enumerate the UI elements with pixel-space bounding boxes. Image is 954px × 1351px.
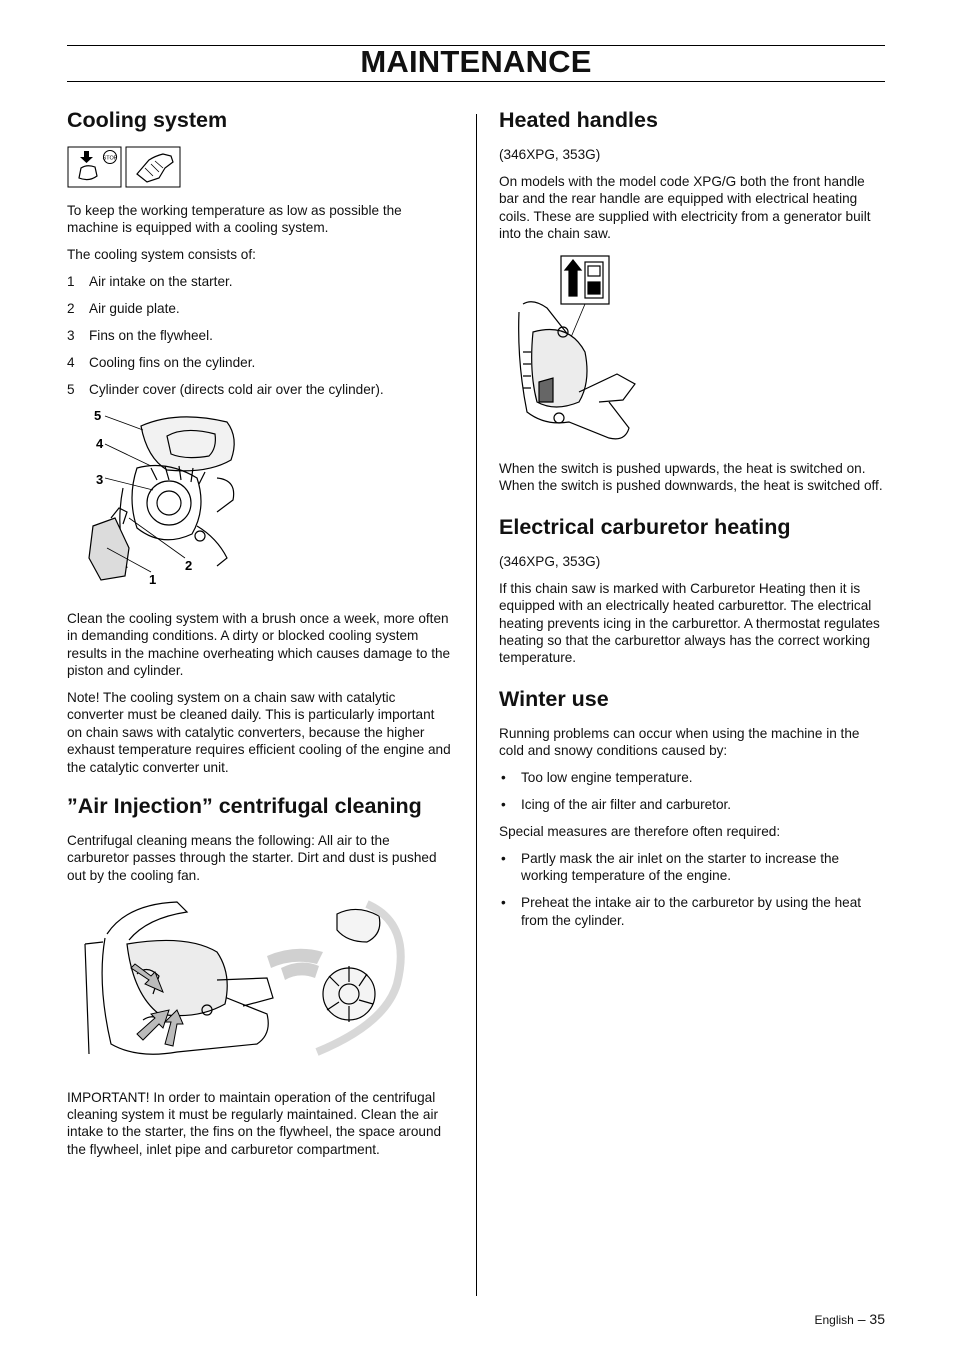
list-item: • Preheat the intake air to the carburetor by using the heat from the cylinder.: [501, 895, 862, 928]
air-injection-important: IMPORTANT! In order to maintain operation of the centrifugal cleaning system it must be regularly maintained. Clean the air intake to the starter, the fins on the flywheel, the space around the flywheel, inlet pipe and carburetor compartment.: [67, 1089, 442, 1157]
winter-use-heading: Winter use: [499, 686, 609, 711]
heated-handles-heading: Heated handles: [499, 108, 658, 132]
list-item: • Icing of the air filter and carburetor.: [501, 797, 732, 812]
page-number: – 35: [857, 1311, 885, 1327]
air-injection-diagram: [67, 894, 453, 1079]
carb-heating-models: (346XPG, 353G): [499, 553, 601, 569]
air-injection-text: Centrifugal cleaning means the following: All air to the carburetor passes through the starter. Dirt and dust is pushed out by the cooling fan.: [67, 832, 437, 883]
cooling-clean: Clean the cooling system with a brush once a week, more often in demanding conditions. A dirty or blocked cooling system results in the machine overheating which causes damage to the piston and cylinder.: [67, 610, 451, 678]
cooling-intro: To keep the working temperature as low as possible the machine is equipped with a cooling system.: [67, 203, 402, 236]
page-footer: [815, 1311, 886, 1327]
callout-3: 3: [96, 471, 104, 487]
cooling-system-diagram: [67, 408, 453, 598]
column-divider: [476, 114, 477, 1296]
callout-2: 2: [185, 557, 193, 573]
heated-handles-models: (346XPG, 353G): [499, 147, 601, 162]
safety-icons: [67, 146, 187, 192]
list-item: 2 Air guide plate.: [67, 301, 180, 317]
winter-use-measures-intro: Special measures are therefore often required:: [499, 823, 781, 839]
header-bottom-rule: [67, 81, 885, 82]
winter-use-intro: Running problems can occur when using the machine in the cold and snowy conditions caused by:: [499, 725, 860, 759]
heated-handles-diagram: [499, 252, 885, 448]
cooling-consists: The cooling system consists of:: [67, 247, 256, 263]
list-item: 5 Cylinder cover (directs cold air over the cylinder).: [67, 381, 384, 397]
right-column: [499, 106, 885, 938]
heated-handles-switch: When the switch is pushed upwards, the heat is switched on. When the switch is pushed downwards, the heat is switched off.: [499, 461, 883, 494]
heated-handles-text: On models with the model code XPG/G both the front handle bar and the rear handle are equipped with electrical heating coils. These are supplied with electricity from a generator built into the chain saw.: [499, 173, 871, 242]
list-item: • Partly mask the air inlet on the starter to increase the working temperature of the engine.: [501, 850, 840, 884]
list-item: 1 Air intake on the starter.: [67, 274, 233, 290]
list-item: 4 Cooling fins on the cylinder.: [67, 354, 256, 370]
callout-1: 1: [149, 571, 157, 587]
footer-language: English: [814, 1313, 854, 1327]
cooling-heading: Cooling system: [67, 108, 228, 132]
carb-heating-text: If this chain saw is marked with Carburetor Heating then it is equipped with an electrically heated carburettor. The electrical heating prevents icing in the carburettor. A thermostat regulates heating so that the carburettor always has the correct working temperature.: [499, 580, 880, 666]
stop-sign-label: STOP: [102, 155, 118, 162]
list-item: • Too low engine temperature.: [501, 770, 693, 786]
list-item: 3 Fins on the flywheel.: [67, 328, 213, 344]
air-injection-heading: ”Air Injection” centrifugal cleaning: [67, 793, 422, 818]
page-title: MAINTENANCE: [360, 44, 592, 79]
left-column: [67, 106, 453, 1168]
callout-4: 4: [96, 435, 104, 451]
cooling-note: Note! The cooling system on a chain saw with catalytic converter must be cleaned daily. This is particularly important on chain saws with catalytic converters, because the higher exhaust temperature requires efficient cooling of the engine and the catalytic converter unit.: [67, 689, 451, 775]
carb-heating-heading: Electrical carburetor heating: [499, 514, 791, 539]
callout-5: 5: [94, 407, 102, 423]
